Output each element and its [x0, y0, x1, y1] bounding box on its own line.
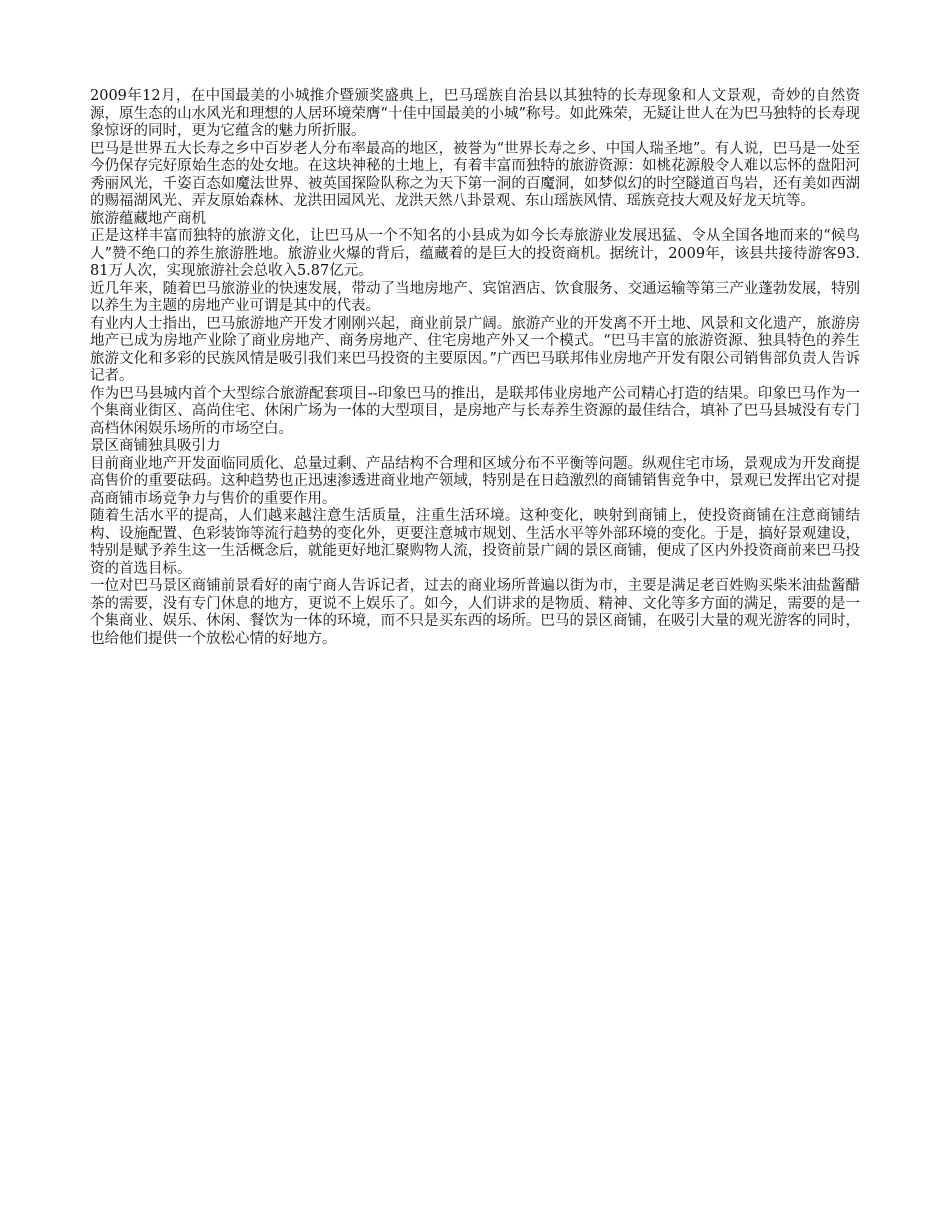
article-body — [90, 88, 860, 648]
paragraph-7: 目前商业地产开发面临同质化、总量过剩、产品结构不合理和区域分布不平衡等问题。纵观住宅市场，景观成为开发商提高售价的重要砝码。这种趋势也正迅速渗透进商业地产领域，特别是在日趋激烈的商铺销售竞争中，景观已发挥出它对提高商铺市场竞争力与售价的重要作用。 — [90, 455, 860, 507]
paragraph-9: 一位对巴马景区商铺前景看好的南宁商人告诉记者，过去的商业场所普遍以街为市，主要是满足老百姓购买柴米油盐酱醋茶的需要，没有专门休息的地方，更说不上娱乐了。如今，人们讲求的是物质、精神、文化等多方面的满足，需要的是一个集商业、娱乐、休闲、餐饮为一体的环境，而不只是买东西的场所。巴马的景区商铺，在吸引大量的观光游客的同时，也给他们提供一个放松心情的好地方。 — [90, 578, 860, 647]
paragraph-6: 作为巴马县城内首个大型综合旅游配套项目--印象巴马的推出，是联邦伟业房地产公司精心打造的结果。印象巴马作为一个集商业街区、高尚住宅、休闲广场为一体的大型项目，是房地产与长寿养生资源的最佳结合，填补了巴马县城没有专门高档休闲娱乐场所的市场空白。 — [90, 385, 860, 437]
paragraph-4: 近几年来，随着巴马旅游业的快速发展，带动了当地房地产、宾馆酒店、饮食服务、交通运输等第三产业蓬勃发展，特别以养生为主题的房地产业可谓是其中的代表。 — [90, 280, 860, 314]
paragraph-2: 巴马是世界五大长寿之乡中百岁老人分布率最高的地区，被誉为“世界长寿之乡、中国人瑞圣地”。有人说，巴马是一处至今仍保存完好原始生态的处女地。在这块神秘的土地上，有着丰富而独特的旅游资源：如桃花源般令人难以忘怀的盘阳河秀丽风光，千姿百态如魔法世界、被英国探险队称之为天下第一洞的百魔洞，如梦似幻的时空隧道百鸟岩，还有美如西湖的赐福湖风光、弄友原始森林、龙洪田园风光、龙洪天然八卦景观、东山瑶族风情、瑶族竞技大观及好龙天坑等。 — [90, 140, 860, 209]
paragraph-1: 2009年12月，在中国最美的小城推介暨颁奖盛典上，巴马瑶族自治县以其独特的长寿现象和人文景观，奇妙的自然资源，原生态的山水风光和理想的人居环境荣膺“十佳中国最美的小城”称号。如此殊荣，无疑让世人在为巴马独特的长寿现象惊讶的同时，更为它蕴含的魅力所折服。 — [90, 88, 860, 139]
paragraph-8: 随着生活水平的提高，人们越来越注意生活质量，注重生活环境。这种变化，映射到商铺上，使投资商铺在注意商铺结构、设施配置、色彩装饰等流行趋势的变化外，更要注意城市规划、生活水平等外部环境的变化。于是，搞好景观建设，特别是赋予养生这一生活概念后，就能更好地汇聚购物人流，投资前景广阔的景区商铺，便成了区内外投资商前来巴马投资的首选目标。 — [90, 508, 860, 577]
section-heading-1: 旅游蕴藏地产商机 — [90, 210, 206, 227]
paragraph-3: 正是这样丰富而独特的旅游文化，让巴马从一个不知名的小县成为如今长寿旅游业发展迅猛、令从全国各地而来的“候鸟人”赞不绝口的养生旅游胜地。旅游业火爆的背后，蕴藏着的是巨大的投资商机。据统计，2009年，该县共接待游客93.81万人次，实现旅游社会总收入5.87亿元。 — [90, 228, 860, 279]
paragraph-5: 有业内人士指出，巴马旅游地产开发才刚刚兴起，商业前景广阔。旅游产业的开发离不开土地、风景和文化遗产，旅游房地产已成为房地产业除了商业房地产、商务房地产、住宅房地产外又一个模式。“巴马丰富的旅游资源、独具特色的养生旅游文化和多彩的民族风情是吸引我们来巴马投资的主要原因。”广西巴马联邦伟业房地产开发有限公司销售部负责人告诉记者。 — [90, 315, 860, 384]
section-heading-2: 景区商铺独具吸引力 — [90, 438, 221, 454]
